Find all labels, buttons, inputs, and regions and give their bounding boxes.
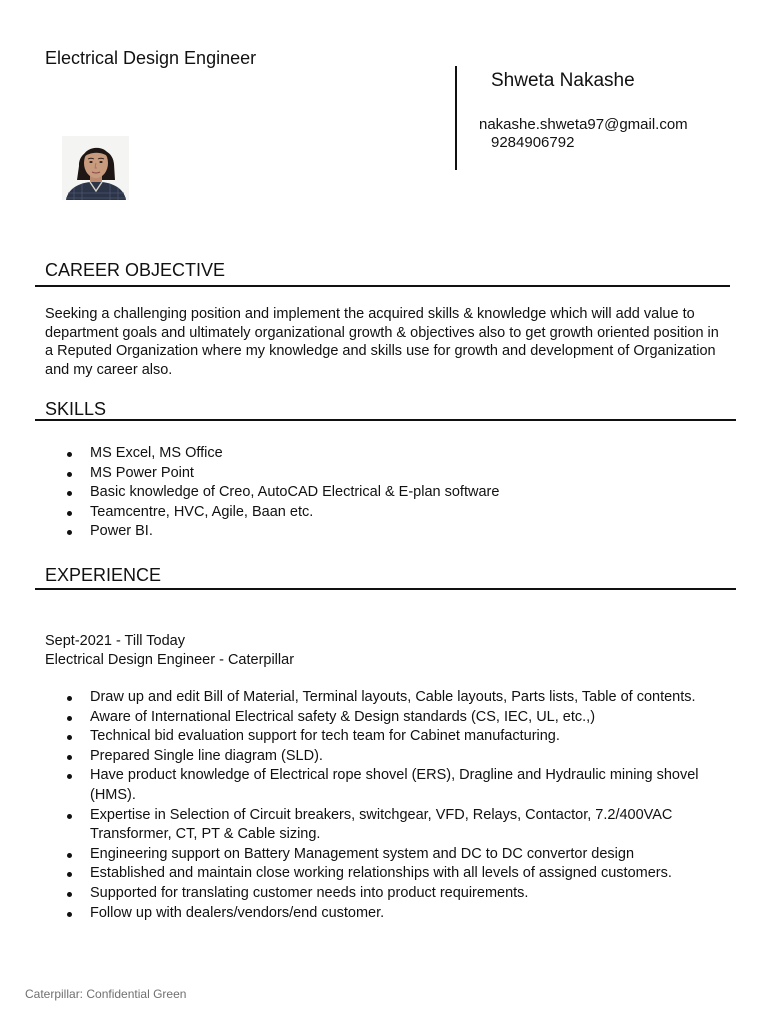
experience-period: Sept-2021 - Till Today (45, 633, 185, 649)
experience-list (45, 688, 735, 923)
career-objective-rule (35, 285, 730, 287)
candidate-name: Shweta Nakashe (491, 70, 635, 91)
list-item: Technical bid evaluation support for tech team for Cabinet manufacturing. (45, 727, 735, 747)
email-address: nakashe.shweta97@gmail.com (479, 116, 688, 133)
career-objective-text: Seeking a challenging position and implement the acquired skills & knowledge which will add value to department goals and ultimately organizational growth & objectives also to get growth oriented position in a Reputed Organization where my knowledge and skills use for growth and development of Organization and my career also. (45, 306, 719, 378)
experience-role: Electrical Design Engineer - Caterpillar (45, 652, 295, 668)
experience-rule (35, 588, 736, 590)
confidentiality-label: Caterpillar: Confidential Green (25, 987, 187, 1001)
list-item: Expertise in Selection of Circuit breakers, switchgear, VFD, Relays, Contactor, 7.2/400VAC Transformer, CT, PT & Cable sizing. (45, 806, 735, 845)
list-item: Have product knowledge of Electrical rope shovel (ERS), Dragline and Hydraulic mining shovel (HMS). (45, 766, 735, 805)
list-item: Teamcentre, HVC, Agile, Baan etc. (45, 503, 735, 523)
list-item: Engineering support on Battery Management system and DC to DC convertor design (45, 845, 735, 865)
skills-heading: SKILLS (45, 399, 107, 419)
header-divider (455, 66, 457, 170)
career-objective-heading: CAREER OBJECTIVE (45, 260, 226, 280)
experience-heading: EXPERIENCE (45, 565, 162, 585)
phone-number: 9284906792 (491, 134, 575, 151)
skills-list (45, 444, 735, 542)
list-item: Follow up with dealers/vendors/end customer. (45, 904, 735, 924)
skills-rule (35, 419, 736, 421)
list-item: Draw up and edit Bill of Material, Terminal layouts, Cable layouts, Parts lists, Table of contents. (45, 688, 735, 708)
job-title: Electrical Design Engineer (45, 48, 257, 68)
profile-photo (62, 136, 129, 200)
list-item: Prepared Single line diagram (SLD). (45, 747, 735, 767)
list-item: Supported for translating customer needs into product requirements. (45, 884, 735, 904)
list-item: Aware of International Electrical safety & Design standards (CS, IEC, UL, etc.,) (45, 708, 735, 728)
list-item: Power BI. (45, 522, 735, 542)
list-item: Established and maintain close working relationships with all levels of assigned customers. (45, 864, 735, 884)
list-item: MS Power Point (45, 464, 735, 484)
list-item: Basic knowledge of Creo, AutoCAD Electrical & E-plan software (45, 483, 735, 503)
list-item: MS Excel, MS Office (45, 444, 735, 464)
